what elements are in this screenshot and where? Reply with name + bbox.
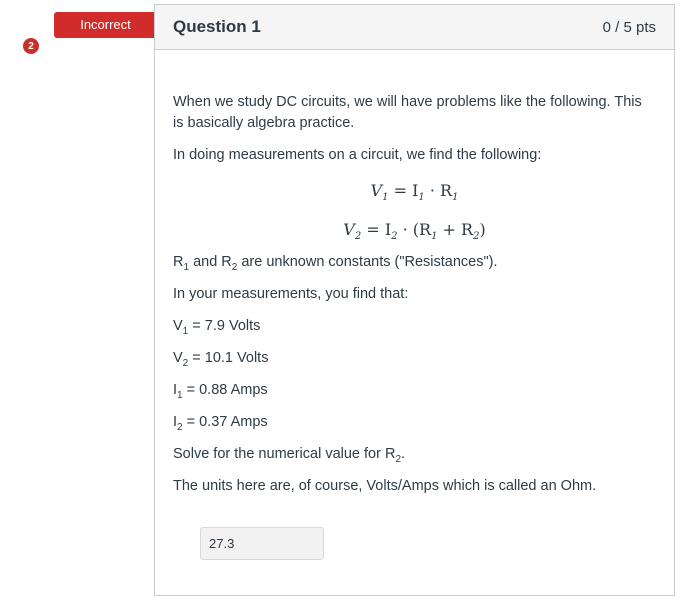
measure-intro-text: In doing measurements on a circuit, we find the following:: [173, 147, 542, 163]
question-header: [155, 5, 674, 50]
v2-value: $V_2 = 10.1$ Volts: [173, 350, 269, 369]
i2-value: $I_2 = 0.37$ Amps: [173, 414, 268, 433]
v1-value: $V_1 = 7.9$ Volts: [173, 318, 261, 337]
equation-1: $V_1 = I_1 \cdot R_1$: [370, 181, 459, 204]
question-points: 0 / 5 pts: [602, 18, 656, 36]
solve-text: Solve for the numerical value for $R_2$.: [173, 446, 406, 465]
i1-value: $I_1 = 0.88$ Amps: [173, 382, 268, 401]
constants-text: $R_1$ and $R_2$ are unknown constants ("Resistances").: [173, 254, 498, 273]
measure-found-text: In your measurements, you find that:: [173, 286, 409, 302]
result-flag-label: Incorrect: [54, 12, 157, 38]
question-title: Question 1: [173, 17, 261, 36]
intro-text: When we study DC circuits, we will have problems like the following. This is basically algebra practice.: [173, 94, 642, 131]
question-card: [154, 4, 675, 596]
question-text: [155, 50, 674, 497]
question-number-badge[interactable]: 2: [23, 38, 39, 54]
units-text: The units here are, of course, Volts/Amps which is called an Ohm.: [173, 478, 597, 494]
equation-2: $V_2 = I_2 \cdot (R_1 + R_2)$: [343, 220, 486, 243]
answer-field[interactable]: 27.3: [200, 527, 324, 560]
result-flag-incorrect: [54, 12, 167, 38]
